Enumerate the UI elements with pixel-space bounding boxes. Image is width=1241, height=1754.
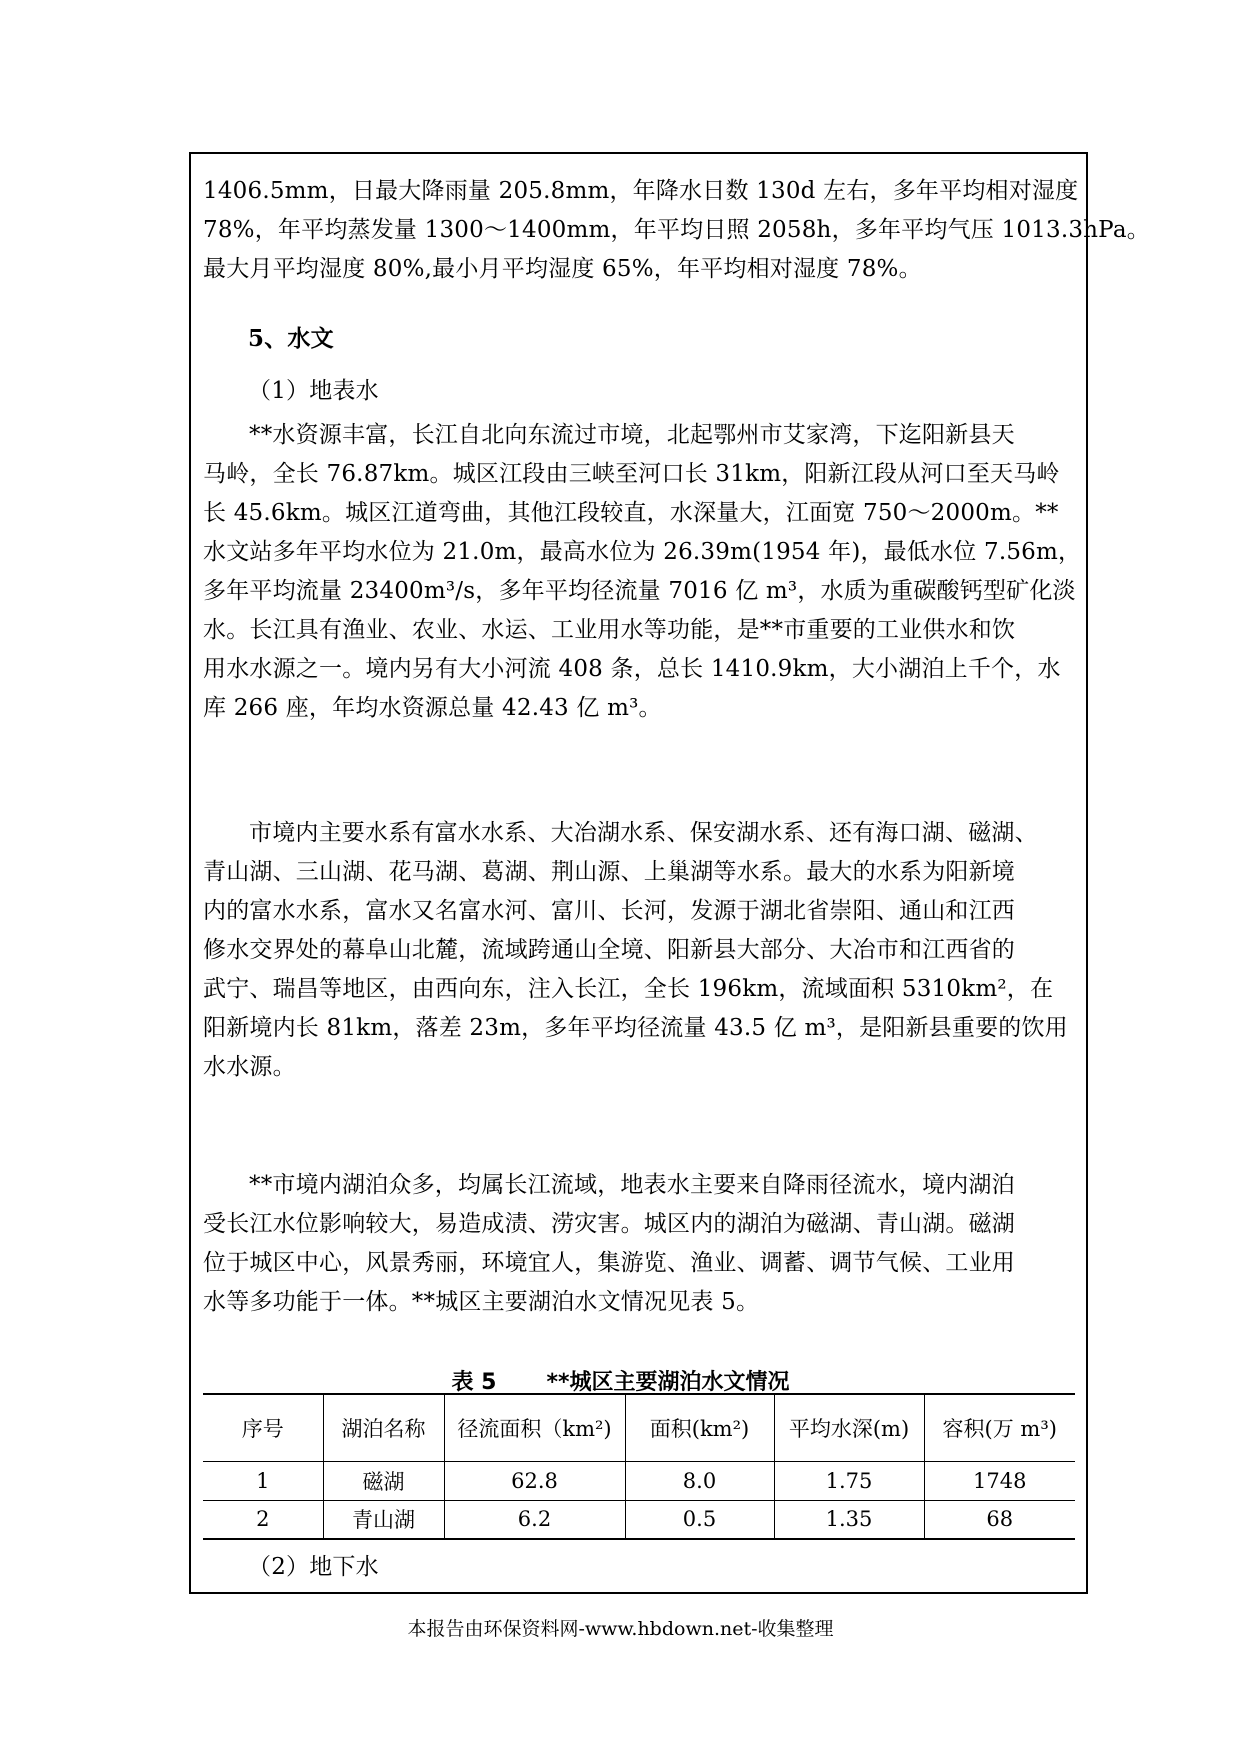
text-line: 水水源。 <box>203 1054 296 1080</box>
table-caption <box>0 1365 1241 1396</box>
lakes-paragraph <box>203 1166 1075 1322</box>
lake-hydrology-table <box>203 1393 1075 1540</box>
text-line: **市境内湖泊众多，均属长江流域，地表水主要来自降雨径流水，境内湖泊 <box>249 1172 1015 1198</box>
column-header: 径流面积（km²) <box>444 1394 625 1461</box>
text-line: 水文站多年平均水位为 21.0m，最高水位为 26.39m(1954 年)，最低水位 7.56m， <box>203 539 1082 565</box>
table-cell: 0.5 <box>625 1500 774 1539</box>
table-cell: 青山湖 <box>323 1500 444 1539</box>
climate-paragraph <box>203 172 1150 289</box>
text-line: 长 45.6km。城区江道弯曲，其他江段较直，水深量大，江面宽 750～2000m。** <box>203 500 1059 526</box>
table-cell: 1748 <box>924 1461 1075 1500</box>
text-line: 78%，年平均蒸发量 1300～1400mm，年平均日照 2058h，多年平均气压 1013.3hPa。 <box>203 217 1150 243</box>
column-header: 容积(万 m³) <box>924 1394 1075 1461</box>
table-caption-title: **城区主要湖泊水文情况 <box>546 1370 790 1395</box>
text-line: 水。长江具有渔业、农业、水运、工业用水等功能，是**市重要的工业供水和饮 <box>203 617 1016 643</box>
table-header-row <box>203 1394 1075 1461</box>
column-header: 平均水深(m) <box>774 1394 924 1461</box>
text-line: 青山湖、三山湖、花马湖、葛湖、荆山源、上巢湖等水系。最大的水系为阳新境 <box>203 859 1015 885</box>
table-cell: 2 <box>203 1500 323 1539</box>
text-line: 阳新境内长 81km，落差 23m，多年平均径流量 43.5 亿 m³，是阳新县重要的饮用 <box>203 1015 1068 1041</box>
column-header: 序号 <box>203 1394 323 1461</box>
text-line: 用水水源之一。境内另有大小河流 408 条，总长 1410.9km，大小湖泊上千个，水 <box>203 656 1061 682</box>
text-line: 市境内主要水系有富水水系、大冶湖水系、保安湖水系、还有海口湖、磁湖、 <box>249 820 1038 846</box>
text-line: 受长江水位影响较大，易造成渍、涝灾害。城区内的湖泊为磁湖、青山湖。磁湖 <box>203 1211 1015 1237</box>
text-line: 水等多功能于一体。**城区主要湖泊水文情况见表 5。 <box>203 1289 760 1315</box>
surface-water-paragraph <box>203 416 1082 728</box>
text-line: 马岭，全长 76.87km。城区江段由三峡至河口长 31km，阳新江段从河口至天马岭 <box>203 461 1060 487</box>
text-line: 修水交界处的幕阜山北麓，流域跨通山全境、阳新县大部分、大冶市和江西省的 <box>203 937 1015 963</box>
text-line: 武宁、瑞昌等地区，由西向东，注入长江，全长 196km，流域面积 5310km²，在 <box>203 976 1054 1002</box>
text-line: 1406.5mm，日最大降雨量 205.8mm，年降水日数 130d 左右，多年平均相对湿度 <box>203 178 1079 204</box>
table-cell: 磁湖 <box>323 1461 444 1500</box>
table-cell: 62.8 <box>444 1461 625 1500</box>
column-header: 湖泊名称 <box>323 1394 444 1461</box>
subsection-surface-water: （1）地表水 <box>248 378 379 404</box>
river-system-paragraph <box>203 814 1075 1087</box>
table-caption-label: 表 5 <box>451 1370 497 1395</box>
text-line: 位于城区中心，风景秀丽，环境宜人，集游览、渔业、调蓄、调节气候、工业用 <box>203 1250 1015 1276</box>
text-line: 多年平均流量 23400m³/s，多年平均径流量 7016 亿 m³，水质为重碳酸钙型矿化淡 <box>203 578 1076 604</box>
text-line: 库 266 座，年均水资源总量 42.43 亿 m³。 <box>203 695 662 721</box>
table-cell: 1 <box>203 1461 323 1500</box>
table-cell: 1.75 <box>774 1461 924 1500</box>
section-heading-hydrology: 5、水文 <box>248 325 334 352</box>
table-cell: 6.2 <box>444 1500 625 1539</box>
text-line: 最大月平均湿度 80%,最小月平均湿度 65%，年平均相对湿度 78%。 <box>203 256 922 282</box>
table-cell: 8.0 <box>625 1461 774 1500</box>
table-cell: 1.35 <box>774 1500 924 1539</box>
table-row <box>203 1461 1075 1500</box>
column-header: 面积(km²) <box>625 1394 774 1461</box>
subsection-groundwater: （2）地下水 <box>248 1554 379 1580</box>
table-row <box>203 1500 1075 1539</box>
page-footer: 本报告由环保资料网-www.hbdown.net-收集整理 <box>407 1618 834 1640</box>
text-line: 内的富水水系，富水又名富水河、富川、长河，发源于湖北省崇阳、通山和江西 <box>203 898 1015 924</box>
text-line: **水资源丰富，长江自北向东流过市境，北起鄂州市艾家湾，下迄阳新县天 <box>249 422 1015 448</box>
table-cell: 68 <box>924 1500 1075 1539</box>
